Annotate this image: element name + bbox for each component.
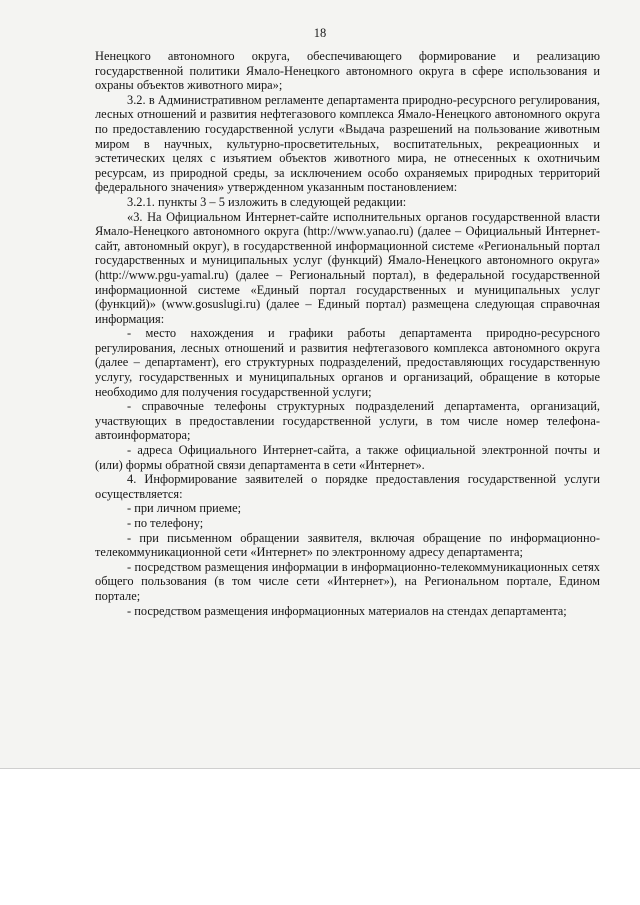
paragraph-3-2: 3.2. в Административном регламенте департамента природно-ресурсного регулирования, лесных отношений и развития нефтегазового комплекса Ямало-Ненецкого автономного округа по предоставлению государственной услуги «Выдача разрешений на пользование животным миром в научных, культурно-просветительных, воспитательных, рекреационных и эстетических целях с изъятием объектов животного мира, не отнесенных к охотничьим ресурсам, из природной среды, за исключением особо охраняемых природных территорий федерального значения» утвержденном указанным постановлением: [95,92,600,195]
list-item-networks: - посредством размещения информации в информационно-телекоммуникационных сетях общего пользования (в том числе сети «Интернет»), на Региональном портале, Едином портале; [95,559,600,603]
list-item-location: - место нахождения и графики работы департамента природно-ресурсного регулирования, лесных отношений и развития нефтегазового комплекса автономного округа (далее – департамент), его структурных подразделений, предоставляющих государственную услугу, государственных и муниципальных органов и организаций, обращение в которые необходимо для получения государственной услуги; [95,326,600,399]
list-item-personal: - при личном приеме; [127,501,242,516]
list-item-phone: - по телефону; [127,516,204,530]
list-item-stands: - посредством размещения информационных материалов на стендах департамента; [127,603,567,618]
paragraph-3-2-1: 3.2.1. пункты 3 – 5 изложить в следующей редакции: [127,194,407,209]
list-item-addresses: - адреса Официального Интернет-сайта, а также официальной электронной почты и (или) формы обратной связи департамента в сети «Интернет». [95,443,600,472]
list-item-phones: - справочные телефоны структурных подразделений департамента, организаций, участвующих в предоставлении государственной услуги, в том числе номер телефона-автоинформатора; [95,399,600,443]
paragraph-item-4: 4. Информирование заявителей о порядке предоставления государственной услуги осуществляется: [95,472,600,501]
paragraph-item-3: «3. На Официальном Интернет-сайте исполнительных органов государственной власти Ямало-Ненецкого автономного округа (http://www.yanao.ru) (далее – Официальный Интернет-сайт, автономный округ), в государственной информационной системе «Региональный портал государственных и муниципальных услуг (функций) Ямало-Ненецкого автономного округа» (http://www.pgu-yamal.ru) (далее – Региональный портал), в федеральной государственной информационной системе «Единый портал государственных и муниципальных услуг (функций)» (www.gosuslugi.ru) (далее – Единый портал) размещена следующая справочная информация: [95,209,600,326]
paragraph-continuation: Ненецкого автономного округа, обеспечивающего формирование и реализацию государственной политики Ямало-Ненецкого автономного округа в сфере использования и охраны объектов животного мира»; [95,49,600,93]
list-item-written: - при письменном обращении заявителя, включая обращение по информационно-телекоммуникационной сети «Интернет» по электронному адресу департамента; [95,530,600,560]
page-number: 18 [313,26,327,40]
document-body [95,49,600,618]
